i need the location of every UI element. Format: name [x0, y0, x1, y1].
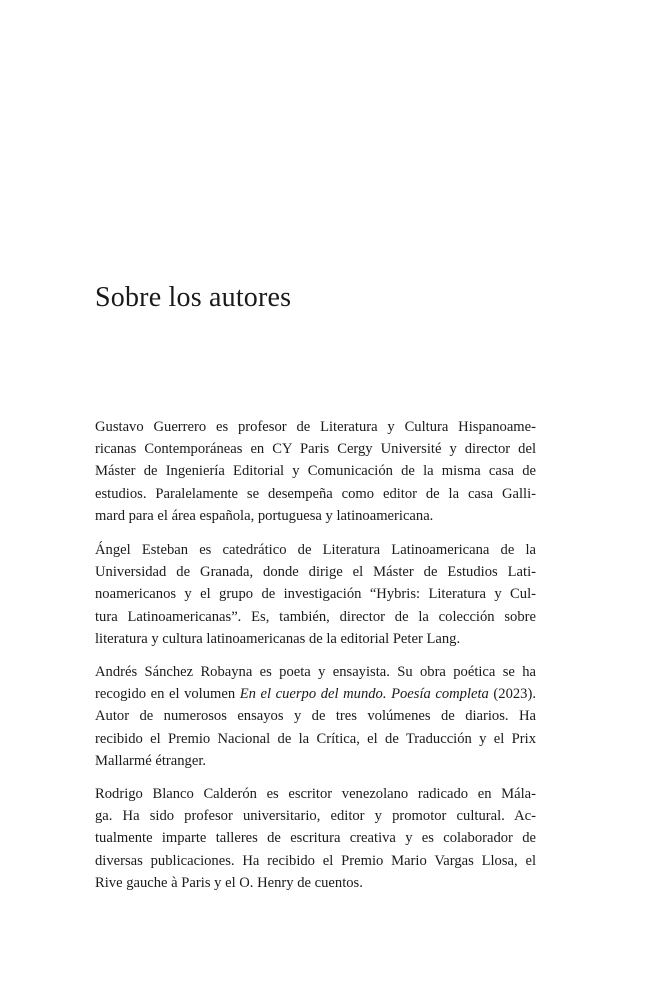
book-title: En el cuerpo del mundo. Poesía completa	[239, 686, 489, 703]
bio-line: Gustavo Guerrero es profesor de Literatura y Cultura Hispanoame-	[95, 419, 536, 435]
bio-line: Universidad de Granada, donde dirige el Máster de Estudios Lati-	[95, 564, 536, 581]
bio-line	[95, 683, 536, 705]
bio-line: tualmente imparte talleres de escritura creativa y es colaborador de	[95, 830, 536, 847]
bio-line: estudios. Paralelamente se desempeña como editor de la casa Galli-	[95, 485, 536, 502]
bio-line-end: (2023).	[488, 686, 536, 703]
bio-line: Máster de Ingeniería Editorial y Comunicación de la misma casa de	[95, 463, 536, 480]
author-bio-gustavo-guerrero	[95, 416, 536, 527]
bio-line: ricanas Contemporáneas en CY Paris Cergy Université y director del	[95, 441, 536, 458]
bio-line: Mallarmé étranger.	[95, 752, 207, 769]
bio-line-start: recogido en el volumen	[95, 686, 240, 703]
author-bio-angel-esteban	[95, 539, 536, 650]
bio-line: tura Latinoamericanas”. Es, también, director de la colección sobre	[95, 608, 536, 625]
bio-line: literatura y cultura latinoamericanas de la editorial Peter Lang.	[95, 630, 461, 647]
bio-line: mard para el área española, portuguesa y latinoamericana.	[95, 507, 434, 524]
bio-line: Rive gauche à Paris y el O. Henry de cuentos.	[95, 874, 363, 891]
bio-line: Rodrigo Blanco Calderón es escritor venezolano radicado en Mála-	[95, 786, 536, 802]
author-bio-rodrigo-blanco-calderon	[95, 783, 536, 894]
bio-line: ga. Ha sido profesor universitario, editor y promotor cultural. Ac-	[95, 808, 536, 825]
bio-line: Autor de numerosos ensayos y de tres volúmenes de diarios. Ha	[95, 708, 536, 725]
bio-line: noamericanos y el grupo de investigación “Hybris: Literatura y Cul-	[95, 586, 536, 603]
bio-line: diversas publicaciones. Ha recibido el Premio Mario Vargas Llosa, el	[95, 852, 536, 869]
bio-line: Andrés Sánchez Robayna es poeta y ensayista. Su obra poética se ha	[95, 664, 536, 680]
page-title: Sobre los autores	[95, 282, 292, 313]
bio-line: Ángel Esteban es catedrático de Literatura Latinoamericana de la	[95, 542, 536, 558]
author-bio-andres-sanchez-robayna	[95, 661, 536, 772]
bio-line: recibido el Premio Nacional de la Crítica, el de Traducción y el Prix	[95, 730, 536, 747]
